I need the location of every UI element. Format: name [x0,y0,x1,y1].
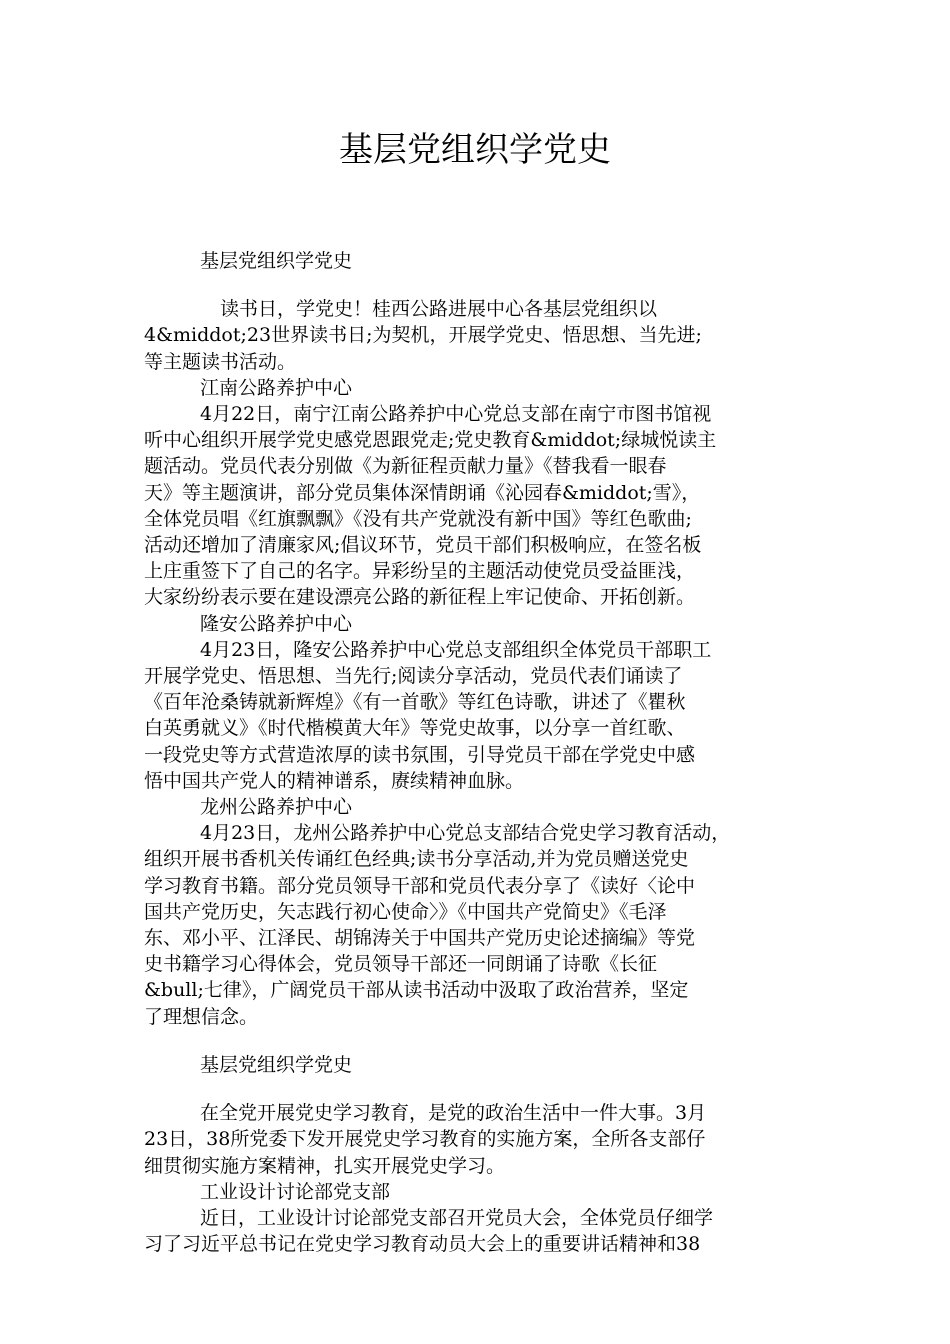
paragraph-line: 悟中国共产党人的精神谱系，赓续精神血脉。 [144,769,525,792]
paragraph-line: 史书籍学习心得体会，党员领导干部还一同朗诵了诗歌《长征 [144,953,658,976]
paragraph-line: 4月22日，南宁江南公路养护中心党总支部在南宁市图书馆视 [200,403,712,426]
paragraph-line: 在全党开展党史学习教育，是党的政治生活中一件大事。3月 [200,1102,707,1125]
paragraph-line: 大家纷纷表示要在建设漂亮公路的新征程上牢记使命、开拓创新。 [144,586,696,609]
paragraph-line: 组织开展书香机关传诵红色经典;读书分享活动,并为党员赠送党史 [144,848,689,871]
paragraph-line: 天》等主题演讲，部分党员集体深情朗诵《沁园春&middot;雪》， [144,481,701,504]
paragraph-line: 《百年沧桑铸就新辉煌》《有一首歌》等红色诗歌，讲述了《瞿秋 [144,691,686,714]
paragraph-line: 4月23日，隆安公路养护中心党总支部组织全体党员干部职工 [200,638,712,661]
spacer [144,1030,816,1052]
paragraph-line: 白英勇就义》《时代楷模黄大年》等党史故事，以分享一首红歌、 [144,717,686,740]
paragraph-line: 近日，工业设计讨论部党支部召开党员大会，全体党员仔细学 [200,1206,714,1229]
paragraph-line: 读书日，学党史！桂西公路进展中心各基层党组织以 [220,298,658,321]
document-title: 基层党组织学党史 [339,130,611,170]
paragraph-line: 开展学党史、悟思想、当先行;阅读分享活动，党员代表们诵读了 [144,665,683,688]
unit-heading: 江南公路养护中心 [200,376,353,399]
paragraph-line: 学习教育书籍。部分党员领导干部和党员代表分享了《读好〈论中 [144,874,696,897]
paragraph-line: 了理想信念。 [144,1005,259,1028]
paragraph-line: 一段党史等方式营造浓厚的读书氛围，引导党员干部在学党史中感 [144,743,696,766]
paragraph-line: 活动还增加了清廉家风;倡议环节，党员干部们积极响应，在签名板 [144,534,702,557]
document-body [144,248,816,1257]
paragraph-line: 23日，38所党委下发开展党史学习教育的实施方案，全所各支部仔 [144,1128,706,1151]
paragraph-line: 国共产党历史，矢志践行初心使命〉》《中国共产党简史》《毛泽 [144,900,667,923]
paragraph-line: 上庄重签下了自己的名字。异彩纷呈的主题活动使党员受益匪浅， [144,560,696,583]
paragraph-line: 习了习近平总书记在党史学习教育动员大会上的重要讲话精神和38 [144,1233,701,1256]
unit-heading: 工业设计讨论部党支部 [200,1180,391,1203]
paragraph-line: 细贯彻实施方案精神，扎实开展党史学习。 [144,1154,506,1177]
paragraph-line: 等主题读书活动。 [144,350,297,373]
paragraph-line: 全体党员唱《红旗飘飘》《没有共产党就没有新中国》等红色歌曲; [144,507,692,530]
spacer [144,274,816,296]
paragraph-line: 4月23日，龙州公路养护中心党总支部结合党史学习教育活动， [200,822,731,845]
paragraph-line: 听中心组织开展学党史感党恩跟党走;党史教育&middot;绿城悦读主 [144,429,717,452]
paragraph-line: &bull;七律》，广阔党员干部从读书活动中汲取了政治营养，坚定 [144,979,689,1002]
paragraph-line: 东、邓小平、江泽民、胡锦涛关于中国共产党历史论述摘编》等党 [144,927,696,950]
unit-heading: 隆安公路养护中心 [200,612,353,635]
spacer [144,1078,816,1100]
section-heading: 基层党组织学党史 [200,1053,353,1076]
paragraph-line: 4&middot;23世界读书日;为契机，开展学党史、悟思想、当先进; [144,324,702,347]
unit-heading: 龙州公路养护中心 [200,796,353,819]
section-heading: 基层党组织学党史 [200,250,353,272]
paragraph-line: 题活动。党员代表分别做《为新征程贡献力量》《替我看一眼春 [144,455,667,478]
